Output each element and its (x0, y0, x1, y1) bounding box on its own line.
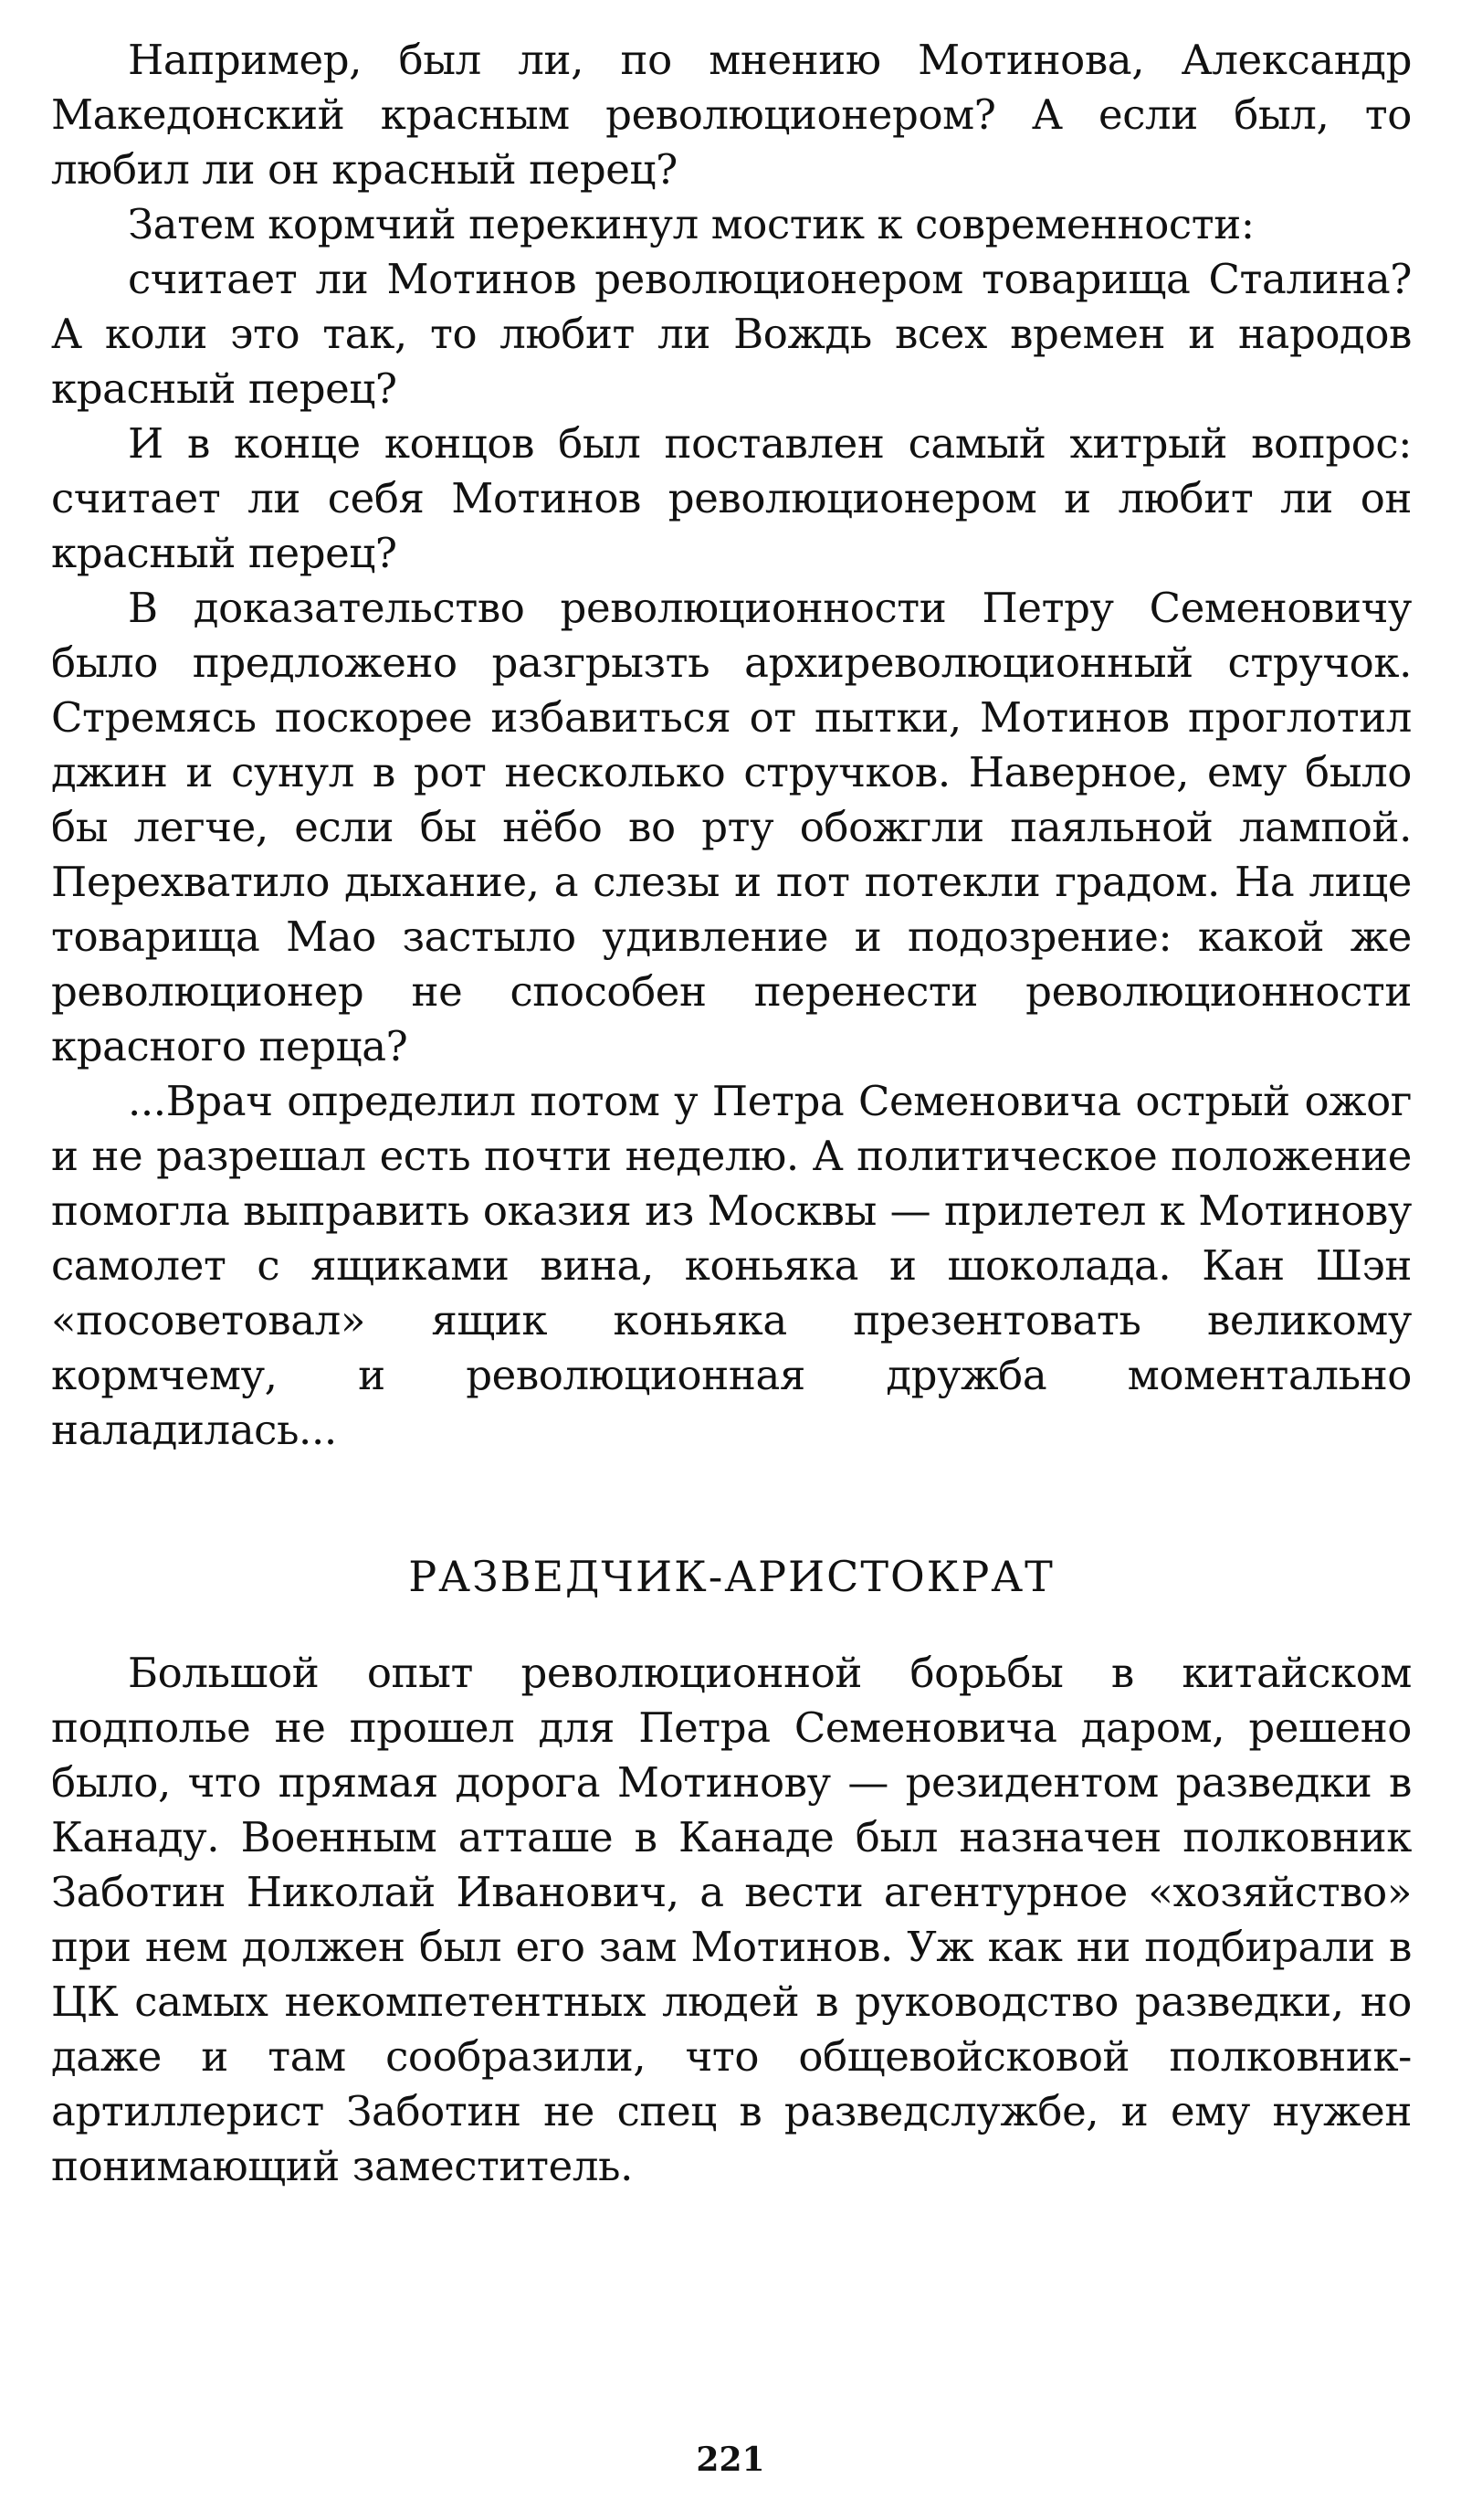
paragraph-4: И в конце концов был поставлен самый хитрый вопрос: считает ли себя Мотинов революционером и любит ли он красный перец? (51, 419, 1412, 577)
page-number: 221 (696, 2441, 765, 2479)
paragraph-3: считает ли Мотинов революционером товарища Сталина? А коли это так, то любит ли Вождь всех времен и народов красный перец? (51, 255, 1412, 413)
paragraph-6: ...Врач определил потом у Петра Семеновича острый ожог и не разрешал есть почти неделю. А политическое положение помогла выправить оказия из Москвы — прилетел к Мотинову самолет с ящиками вина, коньяка и шоколада. Кан Шэн «посоветовал» ящик коньяка презентовать великому кормчему, и революционная дружба моментально наладилась... (51, 1077, 1412, 1454)
paragraph-5: В доказательство революционности Петру Семеновичу было предложено разгрызть архиреволюционный стручок. Стремясь поскорее избавиться от пытки, Мотинов проглотил джин и сунул в рот несколько стручков. Наверное, ему было бы легче, если бы нёбо во рту обожгли паяльной лампой. Перехватило дыхание, а слезы и пот потекли градом. На лице товарища Мао застыло удивление и подозрение: какой же революционер не способен перенести революционности красного перца? (51, 584, 1412, 1070)
page-body (51, 33, 1412, 2194)
paragraph-2: Затем кормчий перекинул мостик к современности: (128, 200, 1255, 248)
paragraph-7: Большой опыт революционной борьбы в китайском подполье не прошел для Петра Семеновича даром, решено было, что прямая дорога Мотинову — резидентом разведки в Канаду. Военным атташе в Канаде был назначен полковник Заботин Николай Иванович, а вести агентурное «хозяйство» при нем должен был его зам Мотинов. Уж как ни подбирали в ЦК самых некомпетентных людей в руководство разведки, но даже и там сообразили, что общевойсковой полковник-артиллерист Заботин не спец в разведслужбе, и ему нужен понимающий заместитель. (51, 1649, 1412, 2190)
section-heading: РАЗВЕДЧИК-АРИСТОКРАТ (408, 1552, 1055, 1601)
paragraph-1: Например, был ли, по мнению Мотинова, Александр Македонский красным революционером? А если был, то любил ли он красный перец? (51, 36, 1412, 194)
